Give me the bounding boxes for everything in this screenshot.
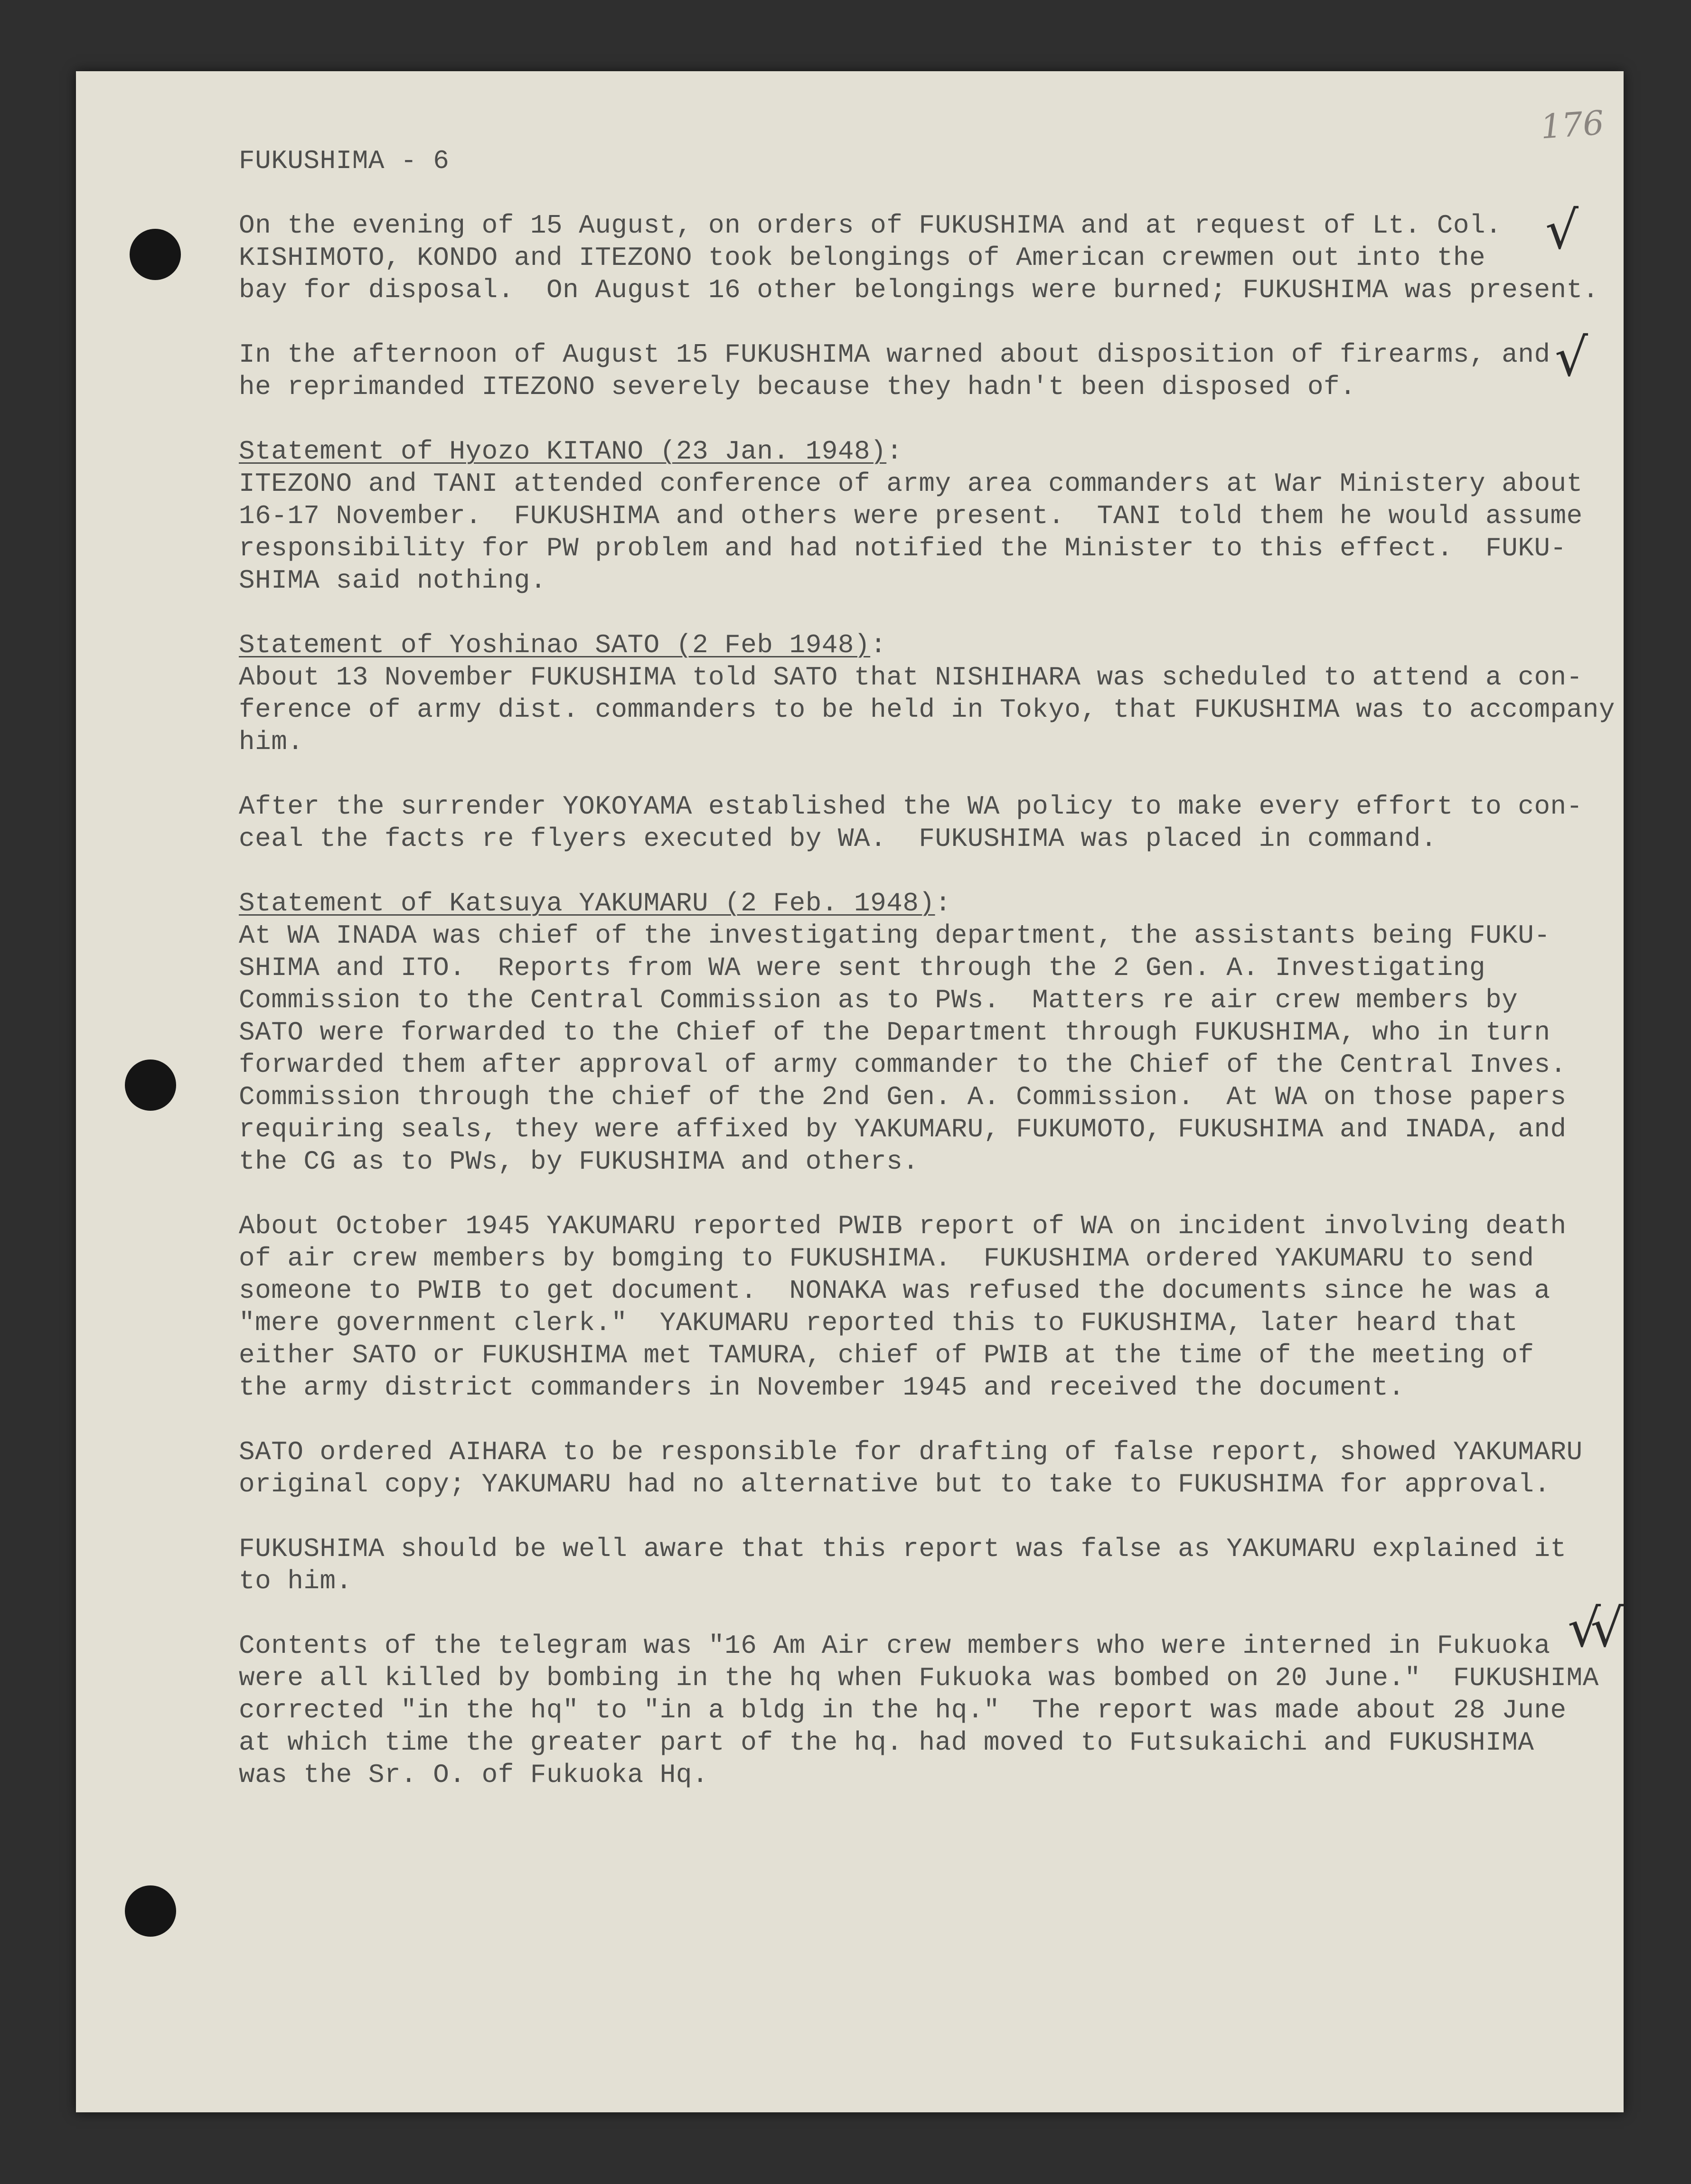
- paragraph-october-1945: [239, 1210, 1606, 1404]
- statement-heading: [239, 629, 1606, 661]
- text-line: at which time the greater part of the hq. had moved to Futsukaichi and FUKUSHIMA: [239, 1727, 1534, 1758]
- text-line: of air crew members by bomging to FUKUSHIMA. FUKUSHIMA ordered YAKUMARU to send: [239, 1243, 1534, 1274]
- text-line: corrected "in the hq" to "in a bldg in the hq." The report was made about 28 June: [239, 1695, 1567, 1725]
- text-line: Contents of the telegram was "16 Am Air crew members who were interned in Fukuoka: [239, 1631, 1550, 1661]
- check-mark-icon: √: [1545, 200, 1579, 261]
- text-line: SATO ordered AIHARA to be responsible for drafting of false report, showed YAKUMARU: [239, 1437, 1583, 1467]
- statement-heading-colon: :: [935, 888, 951, 919]
- text-line: After the surrender YOKOYAMA established the WA policy to make every effort to con-: [239, 791, 1583, 822]
- text-line: In the afternoon of August 15 FUKUSHIMA warned about disposition of firearms, and: [239, 339, 1550, 370]
- page-header: FUKUSHIMA - 6: [239, 146, 450, 176]
- text-line: either SATO or FUKUSHIMA met TAMURA, chief of PWIB at the time of the meeting of: [239, 1340, 1534, 1370]
- paragraph-afternoon-15-august: [239, 338, 1606, 403]
- text-line: About October 1945 YAKUMARU reported PWIB report of WA on incident involving death: [239, 1211, 1567, 1241]
- handwritten-page-number: 176: [1539, 103, 1606, 147]
- text-line: ceal the facts re flyers executed by WA. FUKUSHIMA was placed in command.: [239, 824, 1437, 854]
- text-line: KISHIMOTO, KONDO and ITEZONO took belongings of American crewmen out into the: [239, 243, 1486, 273]
- text-line: At WA INADA was chief of the investigating department, the assistants being FUKU-: [239, 920, 1550, 951]
- text-line: On the evening of 15 August, on orders of FUKUSHIMA and at request of Lt. Col.: [239, 210, 1502, 241]
- text-line: FUKUSHIMA should be well aware that this report was false as YAKUMARU explained it: [239, 1534, 1567, 1564]
- text-line: "mere government clerk." YAKUMARU reported this to FUKUSHIMA, later heard that: [239, 1308, 1518, 1338]
- double-check-mark-icon: √√: [1568, 1598, 1614, 1659]
- statement-heading: [239, 435, 1606, 468]
- text-line: he reprimanded ITEZONO severely because they hadn't been disposed of.: [239, 372, 1356, 402]
- paragraph-well-aware: [239, 1533, 1606, 1597]
- statement-sato: [239, 629, 1615, 758]
- text-line: ITEZONO and TANI attended conference of army area commanders at War Ministery about: [239, 469, 1583, 499]
- text-line: About 13 November FUKUSHIMA told SATO that NISHIHARA was scheduled to attend a con-: [239, 662, 1583, 693]
- text-line: to him.: [239, 1566, 352, 1596]
- text-line: was the Sr. O. of Fukuoka Hq.: [239, 1760, 709, 1790]
- text-line: bay for disposal. On August 16 other belongings were burned; FUKUSHIMA was present.: [239, 275, 1599, 305]
- text-line: SHIMA said nothing.: [239, 565, 547, 596]
- text-line: the army district commanders in November 1945 and received the document.: [239, 1372, 1405, 1403]
- text-line: the CG as to PWs, by FUKUSHIMA and others.: [239, 1146, 919, 1177]
- text-line: ference of army dist. commanders to be held in Tokyo, that FUKUSHIMA was to accompany: [239, 694, 1615, 725]
- statement-heading-colon: :: [886, 436, 903, 467]
- text-line: 16-17 November. FUKUSHIMA and others were present. TANI told them he would assume: [239, 501, 1583, 531]
- statement-kitano: [239, 435, 1606, 597]
- text-line: were all killed by bombing in the hq when Fukuoka was bombed on 20 June." FUKUSHIMA: [239, 1663, 1599, 1693]
- statement-yakumaru: [239, 887, 1606, 1178]
- text-line: him.: [239, 727, 304, 757]
- statement-heading-title: Statement of Yoshinao SATO (2 Feb 1948): [239, 630, 871, 660]
- statement-heading-title: Statement of Hyozo KITANO (23 Jan. 1948): [239, 436, 887, 467]
- text-line: responsibility for PW problem and had notified the Minister to this effect. FUKU-: [239, 533, 1567, 563]
- text-line: original copy; YAKUMARU had no alternative but to take to FUKUSHIMA for approval.: [239, 1469, 1550, 1500]
- paragraph-telegram-contents: [239, 1630, 1606, 1791]
- text-line: someone to PWIB to get document. NONAKA was refused the documents since he was a: [239, 1275, 1550, 1306]
- text-line: Commission to the Central Commission as to PWs. Matters re air crew members by: [239, 985, 1518, 1015]
- text-line: SATO were forwarded to the Chief of the Department through FUKUSHIMA, who in turn: [239, 1017, 1550, 1048]
- punch-hole-middle: [125, 1059, 176, 1111]
- paragraph-aihara-false-report: [239, 1436, 1606, 1500]
- paragraph-evening-15-august: [239, 209, 1606, 306]
- punch-hole-top: [130, 229, 181, 280]
- text-line: requiring seals, they were affixed by YAKUMARU, FUKUMOTO, FUKUSHIMA and INADA, and: [239, 1114, 1567, 1144]
- text-line: forwarded them after approval of army commander to the Chief of the Central Inves.: [239, 1050, 1567, 1080]
- typed-body: [239, 145, 1615, 1823]
- paragraph-after-surrender: [239, 790, 1606, 855]
- statement-heading: [239, 887, 1606, 919]
- check-mark-icon: √: [1555, 327, 1588, 388]
- statement-heading-title: Statement of Katsuya YAKUMARU (2 Feb. 1948): [239, 888, 935, 919]
- text-line: SHIMA and ITO. Reports from WA were sent through the 2 Gen. A. Investigating: [239, 953, 1486, 983]
- text-line: Commission through the chief of the 2nd Gen. A. Commission. At WA on those papers: [239, 1082, 1567, 1112]
- statement-heading-colon: :: [870, 630, 887, 660]
- punch-hole-bottom: [125, 1885, 176, 1937]
